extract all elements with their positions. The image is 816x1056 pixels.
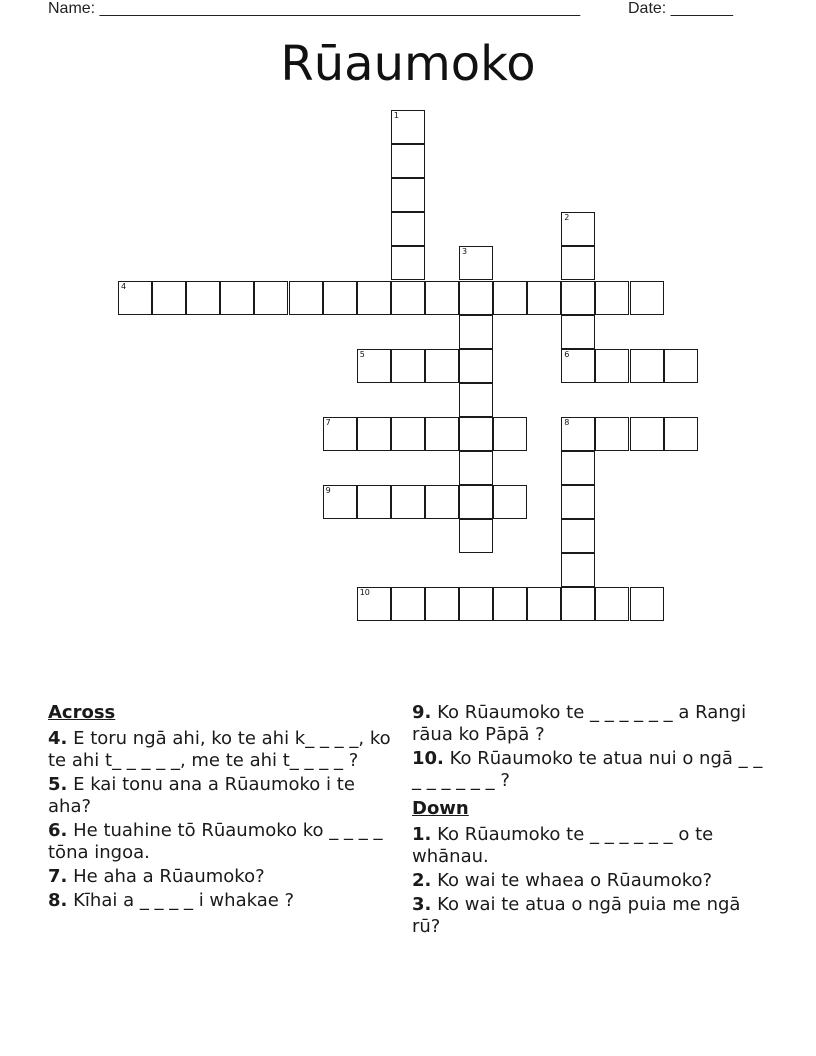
grid-cell[interactable] bbox=[595, 417, 629, 451]
grid-cell[interactable] bbox=[527, 281, 561, 315]
page-title: Rūaumoko bbox=[280, 36, 536, 92]
grid-cell[interactable] bbox=[561, 281, 595, 315]
clue-number: 1 bbox=[393, 111, 399, 120]
grid-cell[interactable] bbox=[595, 587, 629, 621]
grid-cell[interactable] bbox=[561, 246, 595, 280]
grid-cell[interactable] bbox=[561, 485, 595, 519]
grid-cell[interactable] bbox=[561, 349, 595, 383]
grid-cell[interactable] bbox=[459, 383, 493, 417]
clue-number: 9 bbox=[325, 486, 331, 496]
grid-cell[interactable] bbox=[425, 417, 459, 451]
grid-cell[interactable] bbox=[391, 212, 425, 246]
down-heading: Down bbox=[412, 798, 469, 819]
grid-cell[interactable] bbox=[459, 519, 493, 553]
clue-number: 2 bbox=[564, 213, 570, 223]
clue-number: 5 bbox=[359, 349, 365, 359]
grid-cell[interactable] bbox=[323, 485, 357, 519]
across-heading: Across bbox=[48, 702, 116, 723]
clue-number: 10 bbox=[359, 588, 370, 598]
grid-cell[interactable] bbox=[391, 178, 425, 212]
grid-cell[interactable] bbox=[357, 349, 391, 383]
grid-cell[interactable] bbox=[459, 417, 493, 451]
clue-down-1: 1. Ko Rūaumoko te _ _ _ _ _ _ o te whānau. bbox=[412, 824, 714, 867]
grid-cell[interactable] bbox=[323, 417, 357, 451]
clue-across-5: 5. E kai tonu ana a Rūaumoko i te aha? bbox=[48, 774, 355, 817]
clue-across-7: 7. He aha a Rūaumoko? bbox=[48, 866, 265, 887]
grid-cell[interactable] bbox=[561, 451, 595, 485]
grid-cell[interactable] bbox=[561, 587, 595, 621]
grid-cell[interactable] bbox=[459, 485, 493, 519]
grid-cell[interactable] bbox=[118, 281, 152, 315]
grid-cell[interactable] bbox=[459, 587, 493, 621]
grid-cell[interactable] bbox=[357, 587, 391, 621]
clue-across-8: 8. Kīhai a _ _ _ _ i whakae ? bbox=[48, 890, 295, 911]
grid-cell[interactable] bbox=[493, 587, 527, 621]
grid-cell[interactable] bbox=[561, 519, 595, 553]
grid-cell[interactable] bbox=[595, 281, 629, 315]
clue-number: 4 bbox=[121, 281, 127, 291]
grid-cell[interactable] bbox=[664, 417, 698, 451]
grid-cell[interactable] bbox=[664, 349, 698, 383]
clues-column-right bbox=[412, 702, 764, 940]
grid-cell[interactable] bbox=[391, 349, 425, 383]
grid-cell[interactable] bbox=[459, 315, 493, 349]
clue-across-9: 9. Ko Rūaumoko te _ _ _ _ _ _ a Rangi rāua ko Pāpā ? bbox=[412, 702, 747, 745]
grid-cell[interactable] bbox=[220, 281, 254, 315]
grid-cell[interactable] bbox=[186, 281, 220, 315]
clue-number: 6 bbox=[564, 349, 570, 359]
grid-cell[interactable] bbox=[459, 451, 493, 485]
clue-down-2: 2. Ko wai te whaea o Rūaumoko? bbox=[412, 870, 713, 891]
grid-cell[interactable] bbox=[459, 281, 493, 315]
grid-cell[interactable] bbox=[391, 485, 425, 519]
grid-cell[interactable] bbox=[459, 349, 493, 383]
clue-number: 7 bbox=[325, 417, 331, 427]
grid-cell[interactable] bbox=[357, 417, 391, 451]
grid-cell[interactable] bbox=[391, 587, 425, 621]
grid-cell[interactable] bbox=[630, 587, 664, 621]
grid-cell[interactable] bbox=[323, 281, 357, 315]
grid-cell[interactable] bbox=[391, 281, 425, 315]
grid-cell[interactable] bbox=[493, 417, 527, 451]
grid-cell[interactable] bbox=[391, 246, 425, 280]
grid-cell[interactable] bbox=[527, 587, 561, 621]
grid-cell[interactable] bbox=[425, 281, 459, 315]
grid-cell[interactable] bbox=[493, 485, 527, 519]
clue-across-6: 6. He tuahine tō Rūaumoko ko _ _ _ _ tōna ingoa. bbox=[48, 820, 383, 863]
grid-cell[interactable] bbox=[425, 349, 459, 383]
grid-cell[interactable] bbox=[595, 349, 629, 383]
grid-cell[interactable] bbox=[391, 110, 425, 144]
grid-cell[interactable] bbox=[561, 417, 595, 451]
grid-cell[interactable] bbox=[289, 281, 323, 315]
grid-cell[interactable] bbox=[391, 144, 425, 178]
clue-down-3: 3. Ko wai te atua o ngā puia me ngā rū? bbox=[412, 894, 741, 937]
grid-cell[interactable] bbox=[254, 281, 288, 315]
grid-cell[interactable] bbox=[425, 485, 459, 519]
clue-across-4: 4. E toru ngā ahi, ko te ahi k_ _ _ _, ko te ahi t_ _ _ _ _, me te ahi t_ _ _ _ ? bbox=[48, 728, 391, 771]
grid-cell[interactable] bbox=[561, 212, 595, 246]
clues-column-left bbox=[48, 702, 400, 914]
grid-cell[interactable] bbox=[459, 246, 493, 280]
grid-cell[interactable] bbox=[630, 281, 664, 315]
date-field-label: Date: _______ bbox=[628, 0, 733, 17]
grid-cell[interactable] bbox=[391, 417, 425, 451]
name-field-label: Name: ______________________________________________________ bbox=[48, 0, 581, 17]
grid-cell[interactable] bbox=[357, 281, 391, 315]
grid-cell[interactable] bbox=[561, 315, 595, 349]
grid-cell[interactable] bbox=[493, 281, 527, 315]
clue-number: 8 bbox=[564, 417, 570, 427]
grid-cell[interactable] bbox=[561, 553, 595, 587]
grid-cell[interactable] bbox=[630, 417, 664, 451]
grid-cell[interactable] bbox=[425, 587, 459, 621]
grid-cell[interactable] bbox=[152, 281, 186, 315]
clue-across-10: 10. Ko Rūaumoko te atua nui o ngā _ _ _ _ _ _ _ _ ? bbox=[412, 748, 763, 791]
grid-cell[interactable] bbox=[630, 349, 664, 383]
grid-cell[interactable] bbox=[357, 485, 391, 519]
clue-number: 3 bbox=[462, 247, 468, 257]
